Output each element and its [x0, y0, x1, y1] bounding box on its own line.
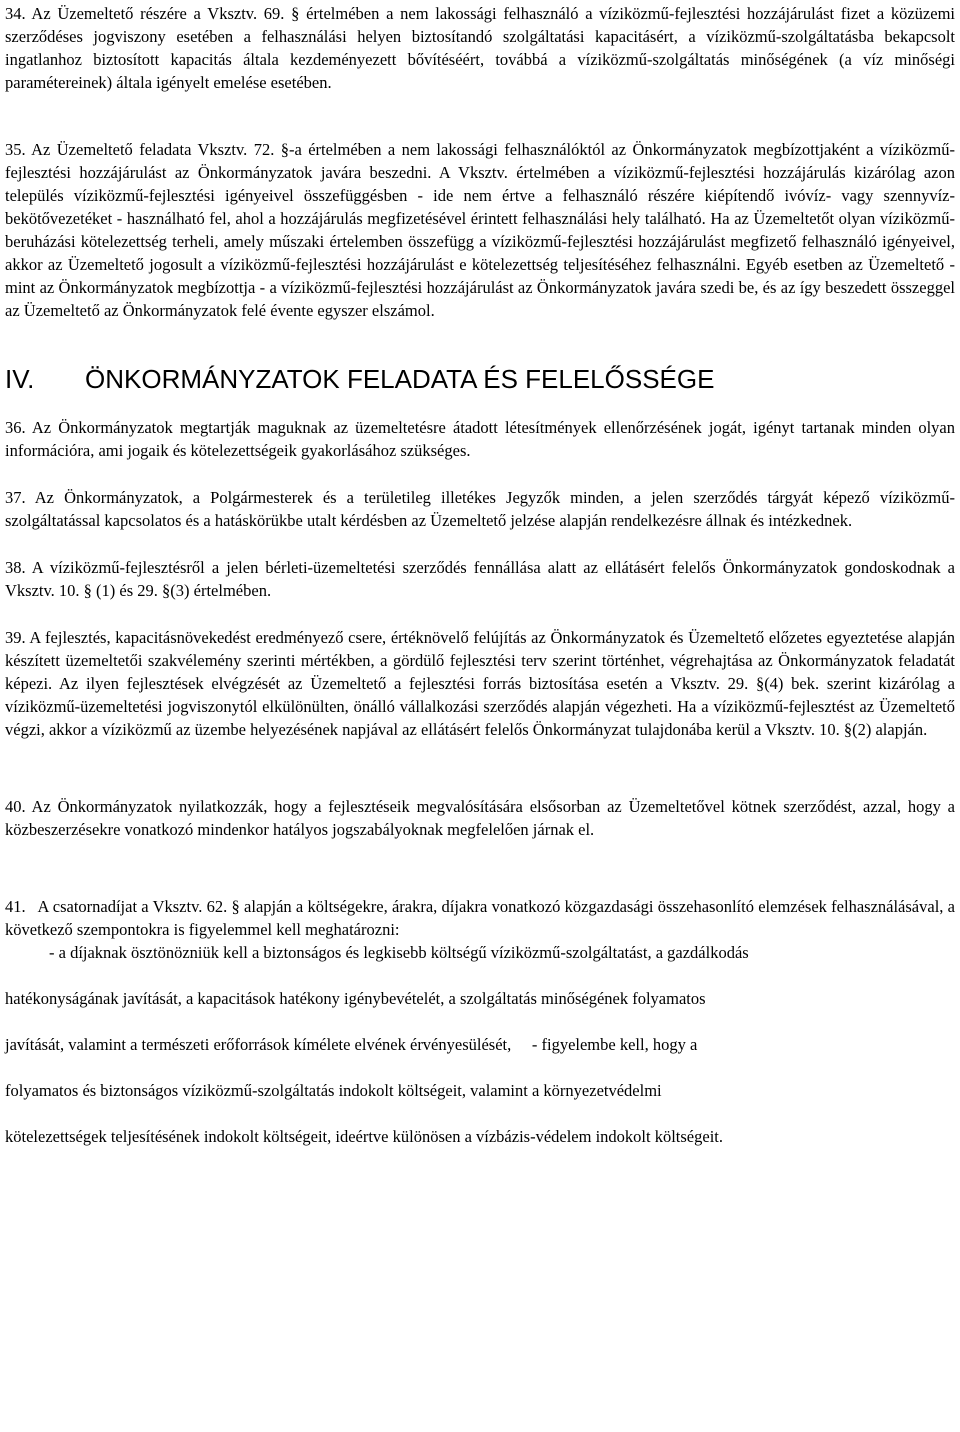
list-line: hatékonyságának javítását, a kapacitások hatékony igénybevételét, a szolgáltatás minőségének folyamatos — [5, 989, 706, 1008]
list-line: kötelezettségek teljesítésének indokolt költségeit, ideértve különösen a vízbázis-védelem indokolt költségeit. — [5, 1127, 723, 1146]
list-line: - a díjaknak ösztönözniük kell a biztonságos és legkisebb költségű víziközmű-szolgáltatást, a gazdálkodás — [49, 943, 749, 962]
paragraph-41: 41. A csatornadíjat a Vksztv. 62. § alapján a költségekre, árakra, díjakra vonatkozó közgazdasági összehasonlító elemzések felhasználásával, a következő szempontokra is figyelemmel kell meghatározni: — [5, 897, 960, 939]
paragraph-36: 36. Az Önkormányzatok megtartják maguknak az üzemeltetésre átadott létesítmények ellenőrzésének jogát, igényt tartanak minden olyan információra, ami jogaik és kötelezettségeik gyakorlásához szükséges. — [5, 418, 955, 460]
paragraph-40: 40. Az Önkormányzatok nyilatkozzák, hogy a fejlesztéseik megvalósítására elsősorban az Üzemeltetővel kötnek szerződést, azzal, hogy a közbeszerzésekre vonatkozó mindenkor hatályos jogszabályoknak megfelelően járnak el. — [5, 797, 955, 839]
paragraph-39: 39. A fejlesztés, kapacitásnövekedést eredményező csere, értéknövelő felújítás az Önkormányzatok és Üzemeltető előzetes egyeztetése alapján készített üzemeltetői szakvélemény szerinti mértékben, a gördülő fejlesztési terv szerint történhet, végrehajtása az Önkormányzatok feladatát képezi. Az ilyen fejlesztések elvégzését az Üzemeltető a fejlesztési forrás biztosítása esetén a Vksztv. 29. §(4) bek. szerint kizárólag a víziközmű-üzemeltetési jogviszonytól elkülönülten, önálló vállalkozási szerződés alapján végezheti. Ha a víziközmű-fejlesztést az Üzemeltető végzi, akkor a víziközmű az üzembe helyezésének napjával az ellátásért felelős Önkormányzat tulajdonába kerül a Vksztv. 10. §(2) alapján. — [5, 628, 955, 739]
section-heading — [5, 364, 955, 394]
paragraph-34: 34. Az Üzemeltető részére a Vksztv. 69. § értelmében a nem lakossági felhasználó a víziközmű-fejlesztési hozzájárulást fizet a közüzemi szerződéses jogviszony esetében a felhasználási helyen biztosítandó szolgáltatási kapacitásért, a víziközmű-szolgáltatásba bekapcsolt ingatlanhoz biztosított kapacitás általa kezdeményezett bővítéséért, továbbá a víziközmű-szolgáltatás minőségének (a víz minőségi paramétereinek) általa igényelt emelése esetében. — [5, 4, 955, 92]
paragraph-38: 38. A víziközmű-fejlesztésről a jelen bérleti-üzemeltetési szerződés fennállása alatt az ellátásért felelős Önkormányzatok gondoskodnak a Vksztv. 10. § (1) és 29. §(3) értelmében. — [5, 558, 955, 600]
paragraph-35: 35. Az Üzemeltető feladata Vksztv. 72. §-a értelmében a nem lakossági felhasználóktól az Önkormányzatok megbízottjaként a víziközmű-fejlesztési hozzájárulást az Önkormányzatok javára beszedni. A Vksztv. értelmében a víziközmű-fejlesztési hozzájárulás kizárólag azon település víziközmű-fejlesztési igényeivel összefüggésben - ide nem értve a felhasználó részére kiépítendő ivóvíz- vagy szennyvíz-bekötővezetéket - használható fel, ahol a hozzájárulás megfizetésével érintett felhasználási hely található. Ha az Üzemeltetőt olyan víziközmű-beruházási kötelezettség terheli, amely műszaki értelemben összefügg a víziközmű-fejlesztési hozzájárulást megfizető felhasználó igényeivel, akkor az Üzemeltető jogosult a víziközmű-fejlesztési hozzájárulást e kötelezettség teljesítéséhez felhasználni. Egyéb esetben az Üzemeltető - mint az Önkormányzatok megbízottja - a víziközmű-fejlesztési hozzájárulást az Önkormányzatok javára szedi be, és az így beszedett összeggel az Üzemeltető az Önkormányzatok felé évente egyszer elszámol. — [5, 140, 955, 320]
paragraph-37: 37. Az Önkormányzatok, a Polgármesterek és a területileg illetékes Jegyzők minden, a jelen szerződés tárgyát képező víziközmű-szolgáltatással kapcsolatos és a hatáskörükbe utalt kérdésben az Üzemeltető jelzése alapján rendelkezésre állnak és intézkednek. — [5, 488, 955, 530]
section-heading-number: IV. — [5, 364, 35, 394]
list-line: folyamatos és biztonságos víziközmű-szolgáltatás indokolt költségeit, valamint a környezetvédelmi — [5, 1081, 662, 1100]
section-heading-title: ÖNKORMÁNYZATOK FELADATA ÉS FELELŐSSÉGE — [85, 364, 715, 394]
list-line: javítását, valamint a természeti erőforrások kímélete elvének érvényesülését, - figyelembe kell, hogy a — [5, 1035, 698, 1054]
paragraph-41-list — [5, 941, 955, 1148]
